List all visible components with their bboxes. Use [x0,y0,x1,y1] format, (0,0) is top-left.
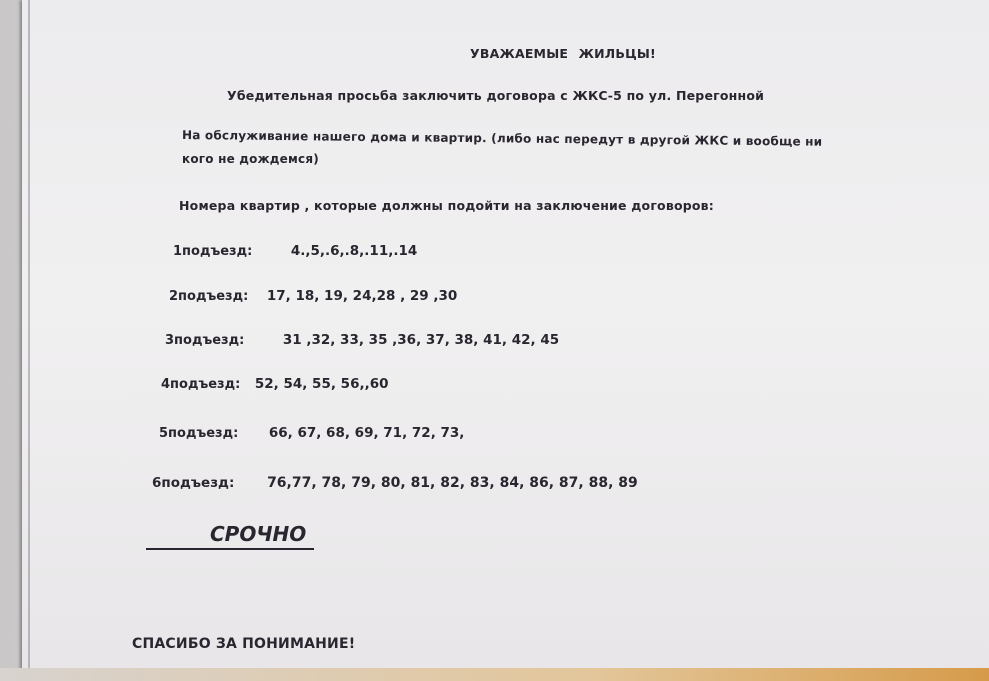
entrance-apartments: 17, 18, 19, 24,28 , 29 ,30 [266,288,458,304]
surface-below-paper [0,668,989,681]
entrance-label: 3подъезд: [165,333,245,348]
notice-request: Убедительная просьба заключить договора с ЖКС-5 по ул. Перегонной [227,88,765,103]
notice-service-line-2: кого не дождемся) [182,152,319,166]
entrance-label: 2подъезд: [169,289,249,304]
entrance-apartments: 31 ,32, 33, 35 ,36, 37, 38, 41, 42, 45 [282,332,560,348]
entrance-row-3 [165,332,559,348]
paper-crease [28,0,30,672]
entrance-label: 1подъезд: [173,244,253,259]
urgent-underline [146,548,314,550]
entrance-label: 6подъезд: [152,475,235,491]
entrance-row-4 [161,376,389,392]
entrance-label: 5подъезд: [159,426,239,441]
entrance-apartments: 76,77, 78, 79, 80, 81, 82, 83, 84, 86, 87, 88, 89 [267,475,638,491]
apartments-heading: Номера квартир , которые должны подойти на заключение договоров: [179,198,714,213]
notice-service-line-1: На обслуживание нашего дома и квартир. (либо нас передут в другой ЖКС и вообще ни [181,128,823,149]
entrance-label: 4подъезд: [161,377,241,392]
entrance-row-2 [169,288,457,304]
paper-notice [22,0,989,672]
notice-title: УВАЖАЕМЫЕ ЖИЛЬЦЫ! [470,46,656,61]
entrance-apartments: 66, 67, 68, 69, 71, 72, 73, [268,425,465,441]
entrance-row-6 [152,475,638,491]
entrance-apartments: 4.,5,.6,.8,.11,.14 [290,243,418,259]
urgent-label: СРОЧНО [210,522,307,546]
entrance-apartments: 52, 54, 55, 56,,60 [254,376,389,392]
entrance-row-1 [173,243,417,259]
urgent-block [146,522,314,552]
thanks-line: СПАСИБО ЗА ПОНИМАНИЕ! [132,636,356,652]
entrance-row-5 [159,425,464,441]
